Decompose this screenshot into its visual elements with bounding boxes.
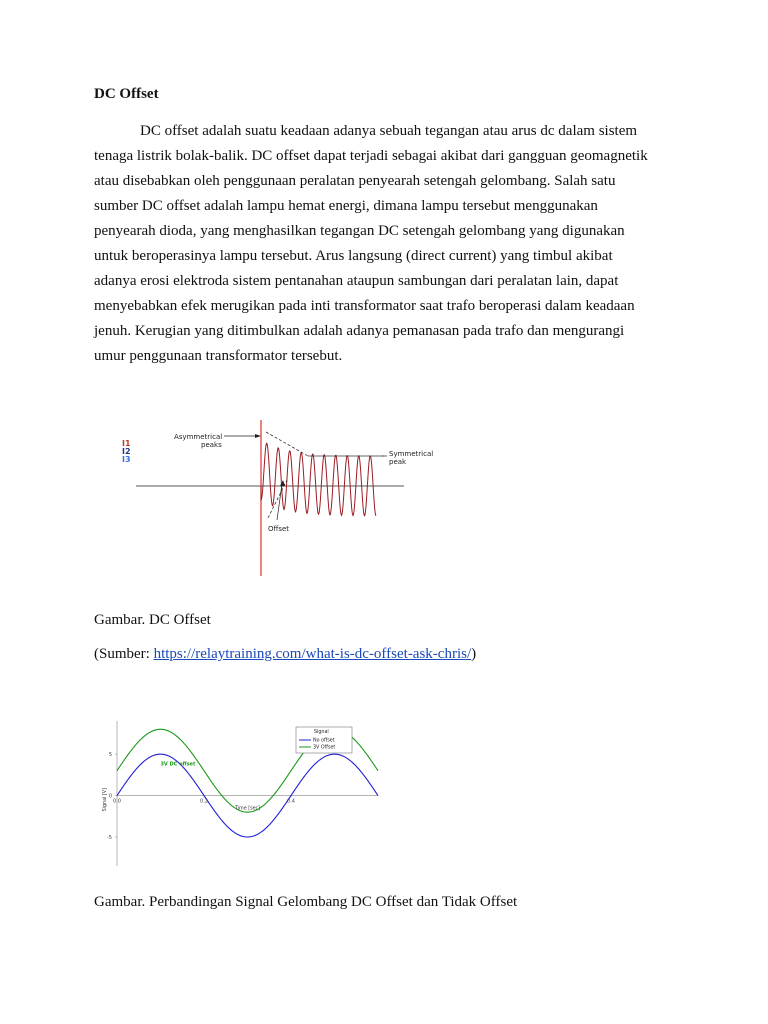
offset-pointer-arrowhead [280,480,285,486]
paragraph-line: untuk beroperasinya lampu tersebut. Arus langsung (direct current) yang timbul akibat [94,248,613,264]
dc-offset-annotation: 3V DC offset [160,761,196,768]
paragraph-line: menyebabkan efek merugikan pada inti transformator saat trafo beroperasi dalam keadaan [94,298,635,314]
offset-pointer-line [277,484,282,520]
source-prefix: (Sumber: [94,646,154,662]
paragraph-line: tenaga listrik bolak-balik. DC offset dapat terjadi sebagai akibat dari gangguan geomagnetik [94,148,648,164]
paragraph-line: jenuh. Kerugian yang ditimbulkan adalah adanya pemanasan pada trafo dan mengurangi [94,323,625,339]
x-tick-label: 0.4 [287,798,295,805]
source-link[interactable]: https://relaytraining.com/what-is-dc-offset-ask-chris/ [153,646,472,662]
y-tick-label: -5 [107,834,112,841]
paragraph-line: atau disebabkan oleh penggunaan peralatan penyearah setengah gelombang. Salah satu [94,173,616,189]
paragraph-line: sumber DC offset adalah lampu hemat energi, dimana lampu tersebut menggunakan [94,198,598,214]
asym-pointer-arrowhead [255,434,261,438]
source-suffix: ) [471,646,477,662]
paragraph-line: adanya erosi elektroda sistem pentanahan ataupun sambungan dari peralatan lain, dapat [94,273,619,289]
legend-title: Signal [314,730,329,735]
x-axis-label: Time [sec] [234,806,261,812]
section-heading: DC Offset [94,86,159,102]
x-tick-label: 0.2 [200,798,208,805]
legend-label-3v-offset: 3V Offset [313,745,336,751]
legend-i1: I1 [122,439,131,448]
asymmetrical-label-line2: peaks [201,441,222,449]
y-tick-label: 5 [108,751,112,758]
x-tick-label: 0.0 [113,798,121,805]
legend-label-no-offset: No offset [313,738,335,744]
symmetrical-label-line2: peak [389,458,407,466]
fault-current-waveform [261,443,376,516]
body-paragraph [94,119,674,369]
source-citation [94,646,476,663]
chart-legend [296,727,352,753]
asymmetrical-label: Asymmetrical [174,433,223,441]
offset-label: Offset [268,525,290,533]
legend-i3: I3 [122,455,131,464]
figure2-caption: Gambar. Perbandingan Signal Gelombang DC Offset dan Tidak Offset [94,894,518,910]
y-axis-label: Signal [V] [103,788,108,812]
dc-offset-diagram [114,418,434,580]
legend-i2: I2 [122,447,131,456]
decay-envelope-line [266,432,308,456]
y-tick-label: 0 [108,793,112,800]
paragraph-line: DC offset adalah suatu keadaan adanya sebuah tegangan atau arus dc dalam sistem [140,123,638,139]
symmetrical-label: Symmetrical [389,450,434,458]
paragraph-line: umur penggunaan transformator tersebut. [94,348,343,364]
signal-comparison-chart [100,717,385,870]
paragraph-line: penyearah dioda, yang menghasilkan tegangan DC setengah gelombang yang digunakan [94,223,625,239]
figure1-caption: Gambar. DC Offset [94,612,211,628]
